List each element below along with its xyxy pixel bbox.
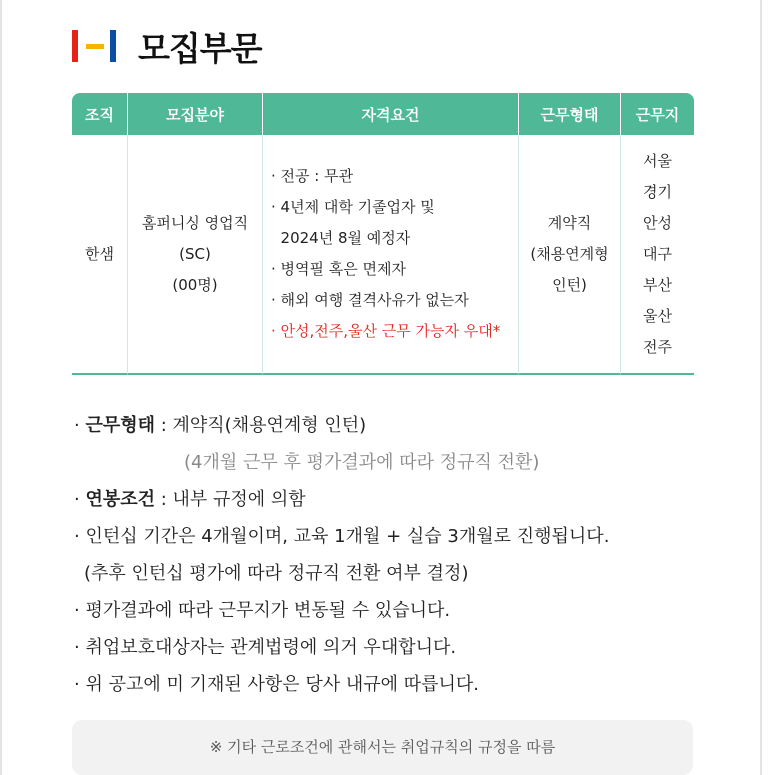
note-work-type-sub: (4개월 근무 후 평가결과에 따라 정규직 전환) [184,452,540,473]
bullet: · [74,415,86,436]
note-text: : 계약직(채용연계형 인턴) [155,415,367,436]
header-requirements: 자격요건 [263,93,519,135]
note-internship-sub: (추후 인턴십 평가에 따라 정규직 전환 여부 결정) [84,563,469,584]
location-item: 부산 [643,275,672,294]
bullet: · [74,489,86,510]
table-header-row [72,93,694,135]
table-row [72,135,694,375]
field-line: (SC) [179,244,211,263]
logo-yellow-bar-icon [86,44,104,49]
note-text: 인턴십 기간은 4개월이며, 교육 1개월 + 실습 3개월로 진행됩니다. [85,526,610,547]
header-field: 모집분야 [128,93,263,135]
location-item: 서울 [643,151,672,170]
cell-location [621,135,694,375]
work-type-line: 인턴) [552,275,587,294]
note-label: 근무형태 [85,415,156,436]
work-type-line: 계약직 [547,213,592,232]
location-item: 안성 [643,213,672,232]
note-text: 평가결과에 따라 근무지가 변동될 수 있습니다. [85,600,451,621]
logo-red-bar-icon [72,30,78,62]
bullet: · [74,637,86,658]
bullet: · [74,674,86,695]
note-text: 위 공고에 미 기재된 사항은 당사 내규에 따릅니다. [85,674,479,695]
header-work-type: 근무형태 [519,93,621,135]
location-item: 전주 [643,337,672,356]
location-item: 울산 [643,306,672,325]
page-title: 모집부문 [138,28,262,68]
frame-left-border [0,0,2,775]
bullet: · [74,600,86,621]
header-location: 근무지 [621,93,694,135]
location-item: 경기 [643,182,672,201]
header-org: 조직 [72,93,128,135]
cell-work-type [519,135,621,375]
field-line: (00명) [172,275,218,294]
location-item: 대구 [643,244,672,263]
requirement-item: · 4년제 대학 기졸업자 및 [271,198,435,216]
footer-notice: ※ 기타 근로조건에 관해서는 취업규칙의 규정을 따름 [72,720,693,775]
work-type-line: (채용연계형 [530,244,609,263]
cell-requirements [263,135,519,375]
cell-field [128,135,263,375]
bullet: · [74,526,86,547]
note-internal-rules [74,666,694,703]
note-protection [74,629,694,666]
notes-list [74,407,694,703]
requirement-item: · 병역필 혹은 면제자 [271,260,406,278]
cell-org: 한샘 [72,135,128,375]
note-location-change [74,592,694,629]
logo-blue-bar-icon [110,30,116,62]
recruitment-table [72,93,694,375]
requirement-item: · 해외 여행 결격사유가 없는자 [271,291,469,309]
note-salary [74,481,694,518]
note-internship [74,518,694,555]
requirement-item: 2024년 8월 예정자 [271,229,411,247]
section-header [72,22,262,70]
note-label: 연봉조건 [85,489,156,510]
field-line: 홈퍼니싱 영업직 [141,213,249,232]
requirement-item-preferred: · 안성,전주,울산 근무 가능자 우대* [271,322,501,340]
requirement-item: · 전공 : 무관 [271,167,354,185]
note-work-type [74,407,694,444]
frame-right-border [760,0,762,775]
note-text: : 내부 규정에 의함 [155,489,306,510]
note-text: 취업보호대상자는 관계법령에 의거 우대합니다. [85,637,457,658]
